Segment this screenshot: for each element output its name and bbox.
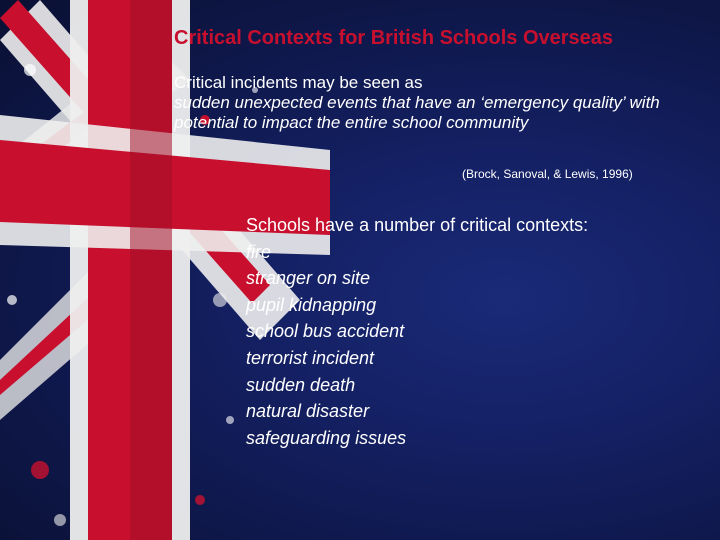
list-item: natural disaster: [246, 401, 370, 422]
list-item: pupil kidnapping: [246, 294, 377, 315]
contexts-list: [246, 239, 676, 452]
list-item: sudden death: [246, 374, 356, 395]
list-item: safeguarding issues: [246, 427, 407, 448]
citation: (Brock, Sanoval, & Lewis, 1996): [462, 167, 633, 181]
intro-text: [174, 73, 674, 133]
slide-title: Critical Contexts for British Schools Overseas: [174, 27, 614, 49]
intro-lead: Critical incidents may be seen as: [174, 73, 423, 92]
list-item: school bus accident: [246, 321, 405, 342]
critical-contexts: [246, 212, 676, 451]
contexts-heading: Schools have a number of critical contexts:: [246, 215, 589, 235]
list-item: stranger on site: [246, 268, 371, 289]
list-item: fire: [246, 241, 272, 262]
intro-quote: sudden unexpected events that have an ‘emergency quality’ with potential to impact the entire school community: [174, 93, 660, 132]
list-item: terrorist incident: [246, 347, 375, 368]
